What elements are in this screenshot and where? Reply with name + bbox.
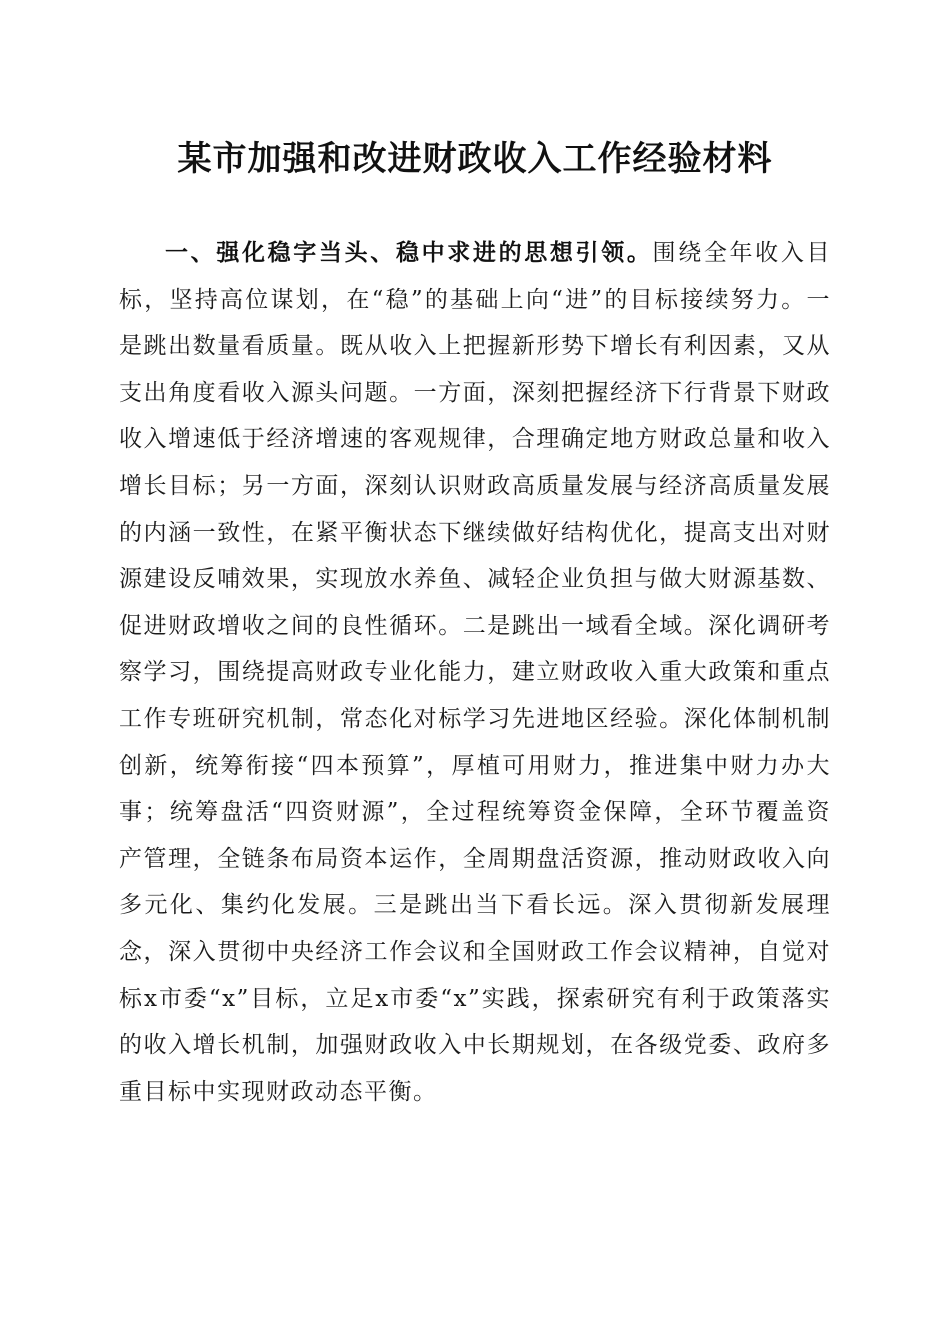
- section-1-heading: 一、强化稳字当头、稳中求进的思想引领。: [165, 240, 653, 266]
- section-1-body: 围绕全年收入目标，坚持高位谋划，在“稳”的基础上向“进”的目标接续努力。一是跳出数量看质量。既从收入上把握新形势下增长有利因素，又从支出角度看收入源头问题。一方面，深刻把握经济下行背景下财政收入增速低于经济增速的客观规律，合理确定地方财政总量和收入增长目标；另一方面，深刻认识财政高质量发展与经济高质量发展的内涵一致性，在紧平衡状态下继续做好结构优化，提高支出对财源建设反哺效果，实现放水养鱼、减轻企业负担与做大财源基数、促进财政增收之间的良性循环。二是跳出一域看全域。深化调研考察学习，围绕提高财政专业化能力，建立财政收入重大政策和重点工作专班研究机制，常态化对标学习先进地区经验。深化体制机制创新，统筹衔接“四本预算”，厚植可用财力，推进集中财力办大事；统筹盘活“四资财源”，全过程统筹资金保障，全环节覆盖资产管理，全链条布局资本运作，全周期盘活资源，推动财政收入向多元化、集约化发展。三是跳出当下看长远。深入贯彻新发展理念，深入贯彻中央经济工作会议和全国财政工作会议精神，自觉对标x市委“x”目标，立足x市委“x”实践，探索研究有利于政策落实的收入增长机制，加强财政收入中长期规划，在各级党委、政府多重目标中实现财政动态平衡。: [119, 240, 832, 1105]
- document-title: 某市加强和改进财政收入工作经验材料: [177, 139, 773, 179]
- section-1-paragraph: [119, 230, 831, 1115]
